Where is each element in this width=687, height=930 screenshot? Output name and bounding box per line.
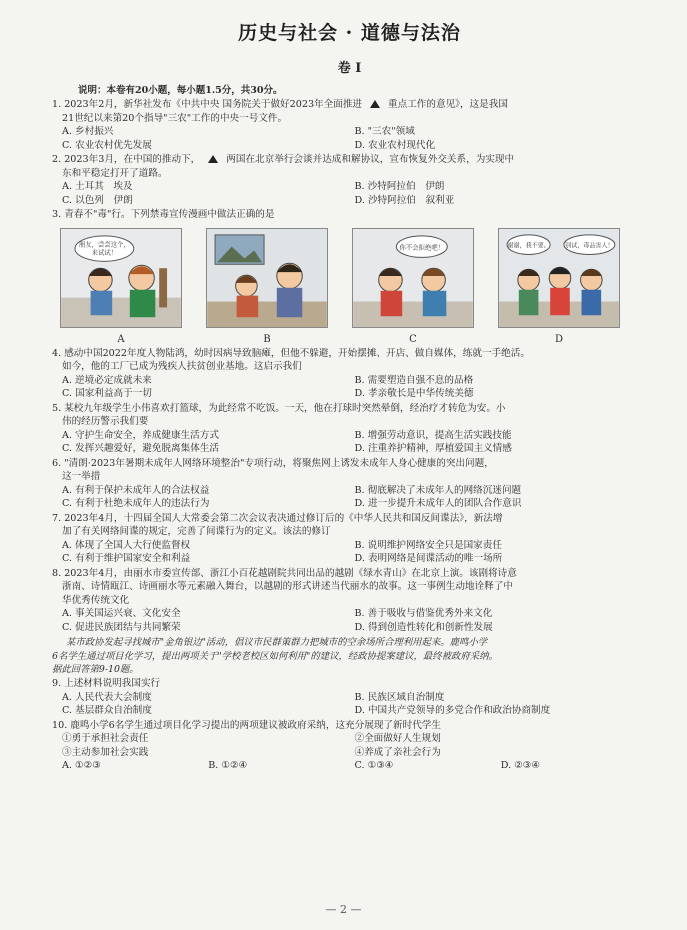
q10-option-c[interactable]: C. ①③④ xyxy=(354,760,394,772)
volume-label: 卷 Ⅰ xyxy=(337,61,362,76)
q7-option-a[interactable]: A. 体现了全国人大行使监督权 xyxy=(62,539,191,551)
comic-a-label: A xyxy=(117,333,125,345)
comic-c-image[interactable] xyxy=(352,228,474,328)
q5-option-c[interactable]: C. 发挥兴趣爱好，避免脱离集体生活 xyxy=(62,443,220,455)
q1-option-d[interactable]: D. 农业农村现代化 xyxy=(354,139,436,151)
q2-stem-b: 两国在北京举行会谈并达成和解协议，宣布恢复外交关系，为实现中 xyxy=(226,154,515,165)
q6-option-b[interactable]: B. 彻底解决了未成年人的网络沉迷问题 xyxy=(354,484,522,496)
q1-stem-b: 重点工作的意见》，这是我国 xyxy=(388,99,508,110)
q7-options xyxy=(52,539,647,566)
q7-option-c[interactable]: C. 有利于维护国家安全和利益 xyxy=(62,553,191,565)
q5-option-d[interactable]: D. 注重养护精神，厚植爱国主义情感 xyxy=(354,443,512,455)
question-3 xyxy=(52,208,647,222)
q9-options xyxy=(52,691,647,718)
q4-option-a[interactable]: A. 逆境必定成就未来 xyxy=(62,374,152,386)
q8-stem-c: 华优秀传统文化 xyxy=(62,594,130,606)
q7-stem-a: 7. 2023年4月，十四届全国人大常委会第二次会议表决通过修订后的《中华人民共和国反间谍法》，新法增 xyxy=(52,512,503,524)
q10-statement-1: ①勇于承担社会责任 xyxy=(62,733,149,745)
material-line-2: 6名学生通过项目化学习，提出两项关于"学校老校区如何利用"的建议，经政协提案建议，最终被政府采纳。 xyxy=(52,650,498,662)
q8-option-d[interactable]: D. 得到创造性转化和创新性发展 xyxy=(354,621,493,633)
question-9 xyxy=(52,677,647,691)
q8-stem-a: 8. 2023年4月，由丽水市委宣传部、浙江小百花越剧院共同出品的越剧《绿水青山》在北京上演。该剧将诗意 xyxy=(52,567,517,579)
q6-option-c[interactable]: C. 有利于杜绝未成年人的违法行为 xyxy=(62,498,210,510)
comic-c-wrap xyxy=(352,228,474,345)
q2-option-a[interactable]: A. 土耳其 埃及 xyxy=(62,181,133,193)
comic-d-image[interactable] xyxy=(498,228,620,328)
triangle-blank-icon xyxy=(208,155,218,163)
comic-b-wrap xyxy=(206,228,328,345)
q5-options xyxy=(52,429,647,456)
svg-text:来试试！: 来试试！ xyxy=(91,248,118,257)
q1-option-c[interactable]: C. 农业农村优先发展 xyxy=(62,139,152,151)
q4-option-b[interactable]: B. 需要塑造自强不息的品格 xyxy=(354,374,474,386)
q8-options xyxy=(52,607,647,634)
q9-option-a[interactable]: A. 人民代表大会制度 xyxy=(62,692,152,703)
q2-options xyxy=(52,180,647,207)
instructions: 说明：本卷有20小题，每小题1.5分，共30分。 xyxy=(78,85,283,96)
svg-text:谢谢，我不要。: 谢谢，我不要。 xyxy=(507,242,550,250)
q7-option-b[interactable]: B. 说明维护网络安全只是国家责任 xyxy=(354,539,502,551)
q9-option-d[interactable]: D. 中国共产党领导的多党合作和政治协商制度 xyxy=(354,705,551,717)
q4-stem-b: 如今，他的工厂已成为残疾人扶贫创业基地。这启示我们 xyxy=(62,361,302,373)
q6-options xyxy=(52,484,647,511)
q2-stem-a: 2. 2023年3月，在中国的推动下， xyxy=(52,154,201,165)
material-line-3: 据此回答第9-10题。 xyxy=(52,664,139,675)
q8-stem-b: 浙南、诗情瓯江、诗画丽水等元素融入舞台，以越剧的形式讲述当代丽水的故事。这一事例生动地诠释了中 xyxy=(62,581,513,593)
question-6 xyxy=(52,457,647,484)
q8-option-c[interactable]: C. 促进民族团结与共同繁荣 xyxy=(62,621,181,633)
question-5 xyxy=(52,402,647,429)
comic-b-label: B xyxy=(263,333,271,345)
q1-option-b[interactable]: B. "三农"领域 xyxy=(354,126,415,138)
q4-option-c[interactable]: C. 国家利益高于一切 xyxy=(62,388,152,400)
comic-d-wrap xyxy=(498,228,620,345)
q3-stem: 3. 青春不"毒"行。下列禁毒宣传漫画中做法正确的是 xyxy=(52,209,275,220)
triangle-blank-icon xyxy=(370,100,380,108)
q1-stem-a: 1. 2023年2月，新华社发布《中共中央 国务院关于做好2023年全面推进 xyxy=(52,99,363,110)
q8-option-a[interactable]: A. 事关国运兴衰、文化安全 xyxy=(62,608,181,620)
q10-statement-3: ③主动参加社会实践 xyxy=(62,746,149,758)
q4-option-d[interactable]: D. 孝亲敬长是中华传统美德 xyxy=(354,388,474,400)
q1-stem-c: 21世纪以来第20个指导"三农"工作的中央一号文件。 xyxy=(62,112,288,124)
q1-options xyxy=(52,125,647,152)
q9-stem: 9. 上述材料说明我国实行 xyxy=(52,678,161,690)
svg-text:别试，毒品害人！: 别试，毒品害人！ xyxy=(565,242,614,250)
page-number: — 2 — xyxy=(325,903,362,916)
comic-a-image[interactable] xyxy=(60,228,182,328)
q10-statement-2: ②全面做好人生规划 xyxy=(354,733,441,745)
material-line-1: 某市政协发起寻找城市"金角银边"活动，倡议市民群策群力把城市的空余场所合理利用起来。鹿鸣小学 xyxy=(66,637,488,649)
q5-stem-a: 5. 某校九年级学生小伟喜欢打篮球，为此经常不吃饭。一天，他在打球时突然晕倒，经治疗才转危为安。小 xyxy=(52,402,506,414)
q7-stem-b: 加了有关网络间谍的规定，完善了间谍行为的定义。该法的修订 xyxy=(62,526,331,538)
q10-option-d[interactable]: D. ②③④ xyxy=(500,760,541,772)
q10-statement-4: ④养成了亲社会行为 xyxy=(354,746,441,758)
q2-option-c[interactable]: C. 以色列 伊朗 xyxy=(62,194,133,206)
q2-option-b[interactable]: B. 沙特阿拉伯 伊朗 xyxy=(354,181,445,193)
q6-option-d[interactable]: D. 进一步提升未成年人的团队合作意识 xyxy=(354,498,522,510)
q4-options xyxy=(52,374,647,401)
comic-c-label: C xyxy=(409,333,417,345)
q10-option-b[interactable]: B. ①②④ xyxy=(208,760,248,772)
q7-option-d[interactable]: D. 表明网络是间谍活动的唯一场所 xyxy=(354,553,503,565)
comic-b-image[interactable] xyxy=(206,228,328,328)
q10-stem: 10. 鹿鸣小学6名学生通过项目化学习提出的两项建议被政府采纳，这充分展现了新时代学生 xyxy=(52,719,441,731)
question-1 xyxy=(52,98,647,125)
question-7 xyxy=(52,512,647,539)
question-8 xyxy=(52,567,647,608)
material-passage xyxy=(52,636,647,676)
q10-options xyxy=(52,759,647,772)
q8-option-b[interactable]: B. 善于吸收与借鉴优秀外来文化 xyxy=(354,608,493,620)
question-10 xyxy=(52,719,647,733)
svg-text:朋友，尝尝这个，: 朋友，尝尝这个， xyxy=(78,240,130,249)
q6-stem-b: 这一举措 xyxy=(62,471,101,483)
question-2 xyxy=(52,153,647,180)
q10-option-a[interactable]: A. ①②③ xyxy=(62,760,101,772)
q9-option-b[interactable]: B. 民族区域自治制度 xyxy=(354,692,445,703)
comic-a-wrap xyxy=(60,228,182,345)
q4-stem-a: 4. 感动中国2022年度人物陆鸿，幼时因病导致脑瘫，但他不躲避，开始摆摊、开店、做自媒体，练就一手绝活。 xyxy=(52,347,530,359)
page-title: 历史与社会 · 道德与法治 xyxy=(238,22,461,44)
q5-option-a[interactable]: A. 守护生命安全，养成健康生活方式 xyxy=(62,429,219,441)
q5-option-b[interactable]: B. 增强劳动意识，提高生活实践技能 xyxy=(354,429,512,441)
q2-option-d[interactable]: D. 沙特阿拉伯 叙利亚 xyxy=(354,194,455,206)
comic-d-label: D xyxy=(554,333,564,345)
question-4 xyxy=(52,347,647,374)
q1-option-a[interactable]: A. 乡村振兴 xyxy=(62,126,114,138)
q10-statements xyxy=(52,732,647,759)
q9-option-c[interactable]: C. 基层群众自治制度 xyxy=(62,705,152,717)
q2-stem-c: 东和平稳定打开了道路。 xyxy=(62,167,168,179)
q6-option-a[interactable]: A. 有利于保护未成年人的合法权益 xyxy=(62,484,210,496)
q5-stem-b: 伟的经历警示我们要 xyxy=(62,416,149,428)
q6-stem-a: 6. "清朗·2023年暑期未成年人网络环境整治"专项行动，将聚焦网上诱发未成年人身心健康的突出问题， xyxy=(52,457,494,469)
comic-strip xyxy=(60,228,620,345)
svg-text:你不会拒绝吧！: 你不会拒绝吧！ xyxy=(399,243,445,252)
